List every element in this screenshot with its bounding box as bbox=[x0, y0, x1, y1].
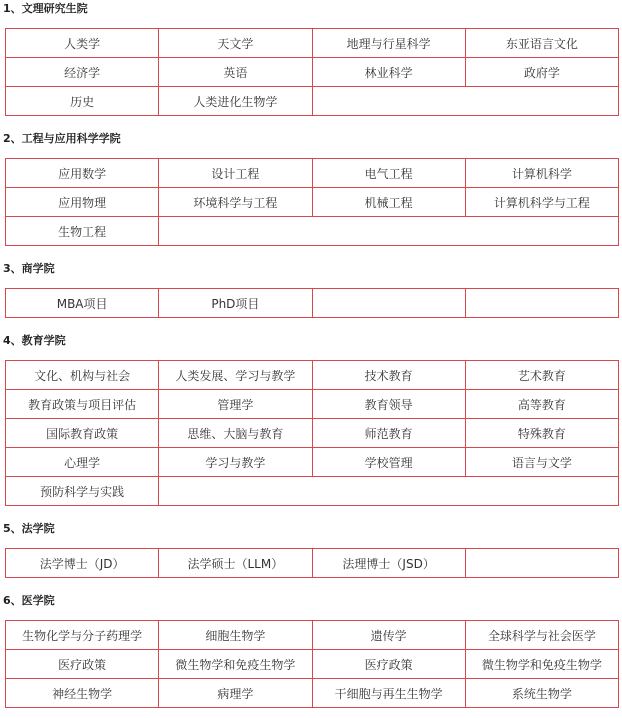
program-cell: 学习与教学 bbox=[159, 448, 312, 477]
empty-cell bbox=[465, 549, 618, 578]
program-cell: 特殊教育 bbox=[465, 419, 618, 448]
program-cell: 应用数学 bbox=[6, 159, 159, 188]
table-row bbox=[6, 419, 619, 448]
section-title: 3、商学院 bbox=[3, 262, 55, 275]
program-table bbox=[5, 548, 619, 578]
table-row bbox=[6, 549, 619, 578]
program-cell: 预防科学与实践 bbox=[6, 477, 159, 506]
program-cell: 英语 bbox=[159, 58, 312, 87]
program-cell: 病理学 bbox=[159, 679, 312, 708]
program-cell: 微生物学和免疫生物学 bbox=[159, 650, 312, 679]
program-cell: 系统生物学 bbox=[465, 679, 618, 708]
program-cell: 国际教育政策 bbox=[6, 419, 159, 448]
table-row bbox=[6, 448, 619, 477]
table-row bbox=[6, 29, 619, 58]
program-cell: 电气工程 bbox=[312, 159, 465, 188]
program-cell: 人类发展、学习与教学 bbox=[159, 361, 312, 390]
program-cell: 高等教育 bbox=[465, 390, 618, 419]
program-cell: 法学博士（JD） bbox=[6, 549, 159, 578]
empty-cell bbox=[465, 289, 618, 318]
program-cell: 师范教育 bbox=[312, 419, 465, 448]
program-cell: 教育政策与项目评估 bbox=[6, 390, 159, 419]
table-row bbox=[6, 650, 619, 679]
program-cell: 生物工程 bbox=[6, 217, 159, 246]
program-cell: 医疗政策 bbox=[312, 650, 465, 679]
program-cell: 天文学 bbox=[159, 29, 312, 58]
program-cell: 细胞生物学 bbox=[159, 621, 312, 650]
table-row bbox=[6, 679, 619, 708]
program-cell: 神经生物学 bbox=[6, 679, 159, 708]
program-cell: 全球科学与社会医学 bbox=[465, 621, 618, 650]
program-cell: 政府学 bbox=[465, 58, 618, 87]
program-cell: 教育领导 bbox=[312, 390, 465, 419]
program-cell: 人类学 bbox=[6, 29, 159, 58]
program-cell: 法理博士（JSD） bbox=[312, 549, 465, 578]
table-row bbox=[6, 477, 619, 506]
table-row bbox=[6, 289, 619, 318]
program-cell: 人类进化生物学 bbox=[159, 87, 312, 116]
section-title: 1、文理研究生院 bbox=[3, 2, 88, 15]
table-row bbox=[6, 87, 619, 116]
program-cell: 遗传学 bbox=[312, 621, 465, 650]
program-cell: 语言与文学 bbox=[465, 448, 618, 477]
program-cell: 法学硕士（LLM） bbox=[159, 549, 312, 578]
program-table bbox=[5, 620, 619, 708]
program-cell: 设计工程 bbox=[159, 159, 312, 188]
table-row bbox=[6, 58, 619, 87]
table-row bbox=[6, 621, 619, 650]
program-cell: PhD项目 bbox=[159, 289, 312, 318]
program-cell: 心理学 bbox=[6, 448, 159, 477]
table-row bbox=[6, 159, 619, 188]
program-cell: 计算机科学 bbox=[465, 159, 618, 188]
program-cell: 医疗政策 bbox=[6, 650, 159, 679]
empty-cell bbox=[312, 87, 619, 116]
program-cell: 经济学 bbox=[6, 58, 159, 87]
section-title: 6、医学院 bbox=[3, 594, 55, 607]
table-row bbox=[6, 390, 619, 419]
program-table bbox=[5, 288, 619, 318]
program-cell: 技术教育 bbox=[312, 361, 465, 390]
empty-cell bbox=[159, 477, 619, 506]
program-cell: 地理与行星科学 bbox=[312, 29, 465, 58]
program-cell: 计算机科学与工程 bbox=[465, 188, 618, 217]
empty-cell bbox=[312, 289, 465, 318]
program-cell: 思维、大脑与教育 bbox=[159, 419, 312, 448]
program-cell: 干细胞与再生生物学 bbox=[312, 679, 465, 708]
empty-cell bbox=[159, 217, 619, 246]
section-title: 4、教育学院 bbox=[3, 334, 66, 347]
program-table bbox=[5, 28, 619, 116]
table-row bbox=[6, 217, 619, 246]
program-cell: 学校管理 bbox=[312, 448, 465, 477]
program-table bbox=[5, 158, 619, 246]
program-cell: 艺术教育 bbox=[465, 361, 618, 390]
program-cell: 历史 bbox=[6, 87, 159, 116]
section-title: 5、法学院 bbox=[3, 522, 55, 535]
table-row bbox=[6, 188, 619, 217]
program-cell: 环境科学与工程 bbox=[159, 188, 312, 217]
section-title: 2、工程与应用科学学院 bbox=[3, 132, 121, 145]
program-cell: 应用物理 bbox=[6, 188, 159, 217]
program-cell: 生物化学与分子药理学 bbox=[6, 621, 159, 650]
program-cell: 东亚语言文化 bbox=[465, 29, 618, 58]
table-row bbox=[6, 361, 619, 390]
program-cell: MBA项目 bbox=[6, 289, 159, 318]
program-table bbox=[5, 360, 619, 506]
program-cell: 文化、机构与社会 bbox=[6, 361, 159, 390]
program-cell: 机械工程 bbox=[312, 188, 465, 217]
program-cell: 微生物学和免疫生物学 bbox=[465, 650, 618, 679]
program-cell: 林业科学 bbox=[312, 58, 465, 87]
program-cell: 管理学 bbox=[159, 390, 312, 419]
